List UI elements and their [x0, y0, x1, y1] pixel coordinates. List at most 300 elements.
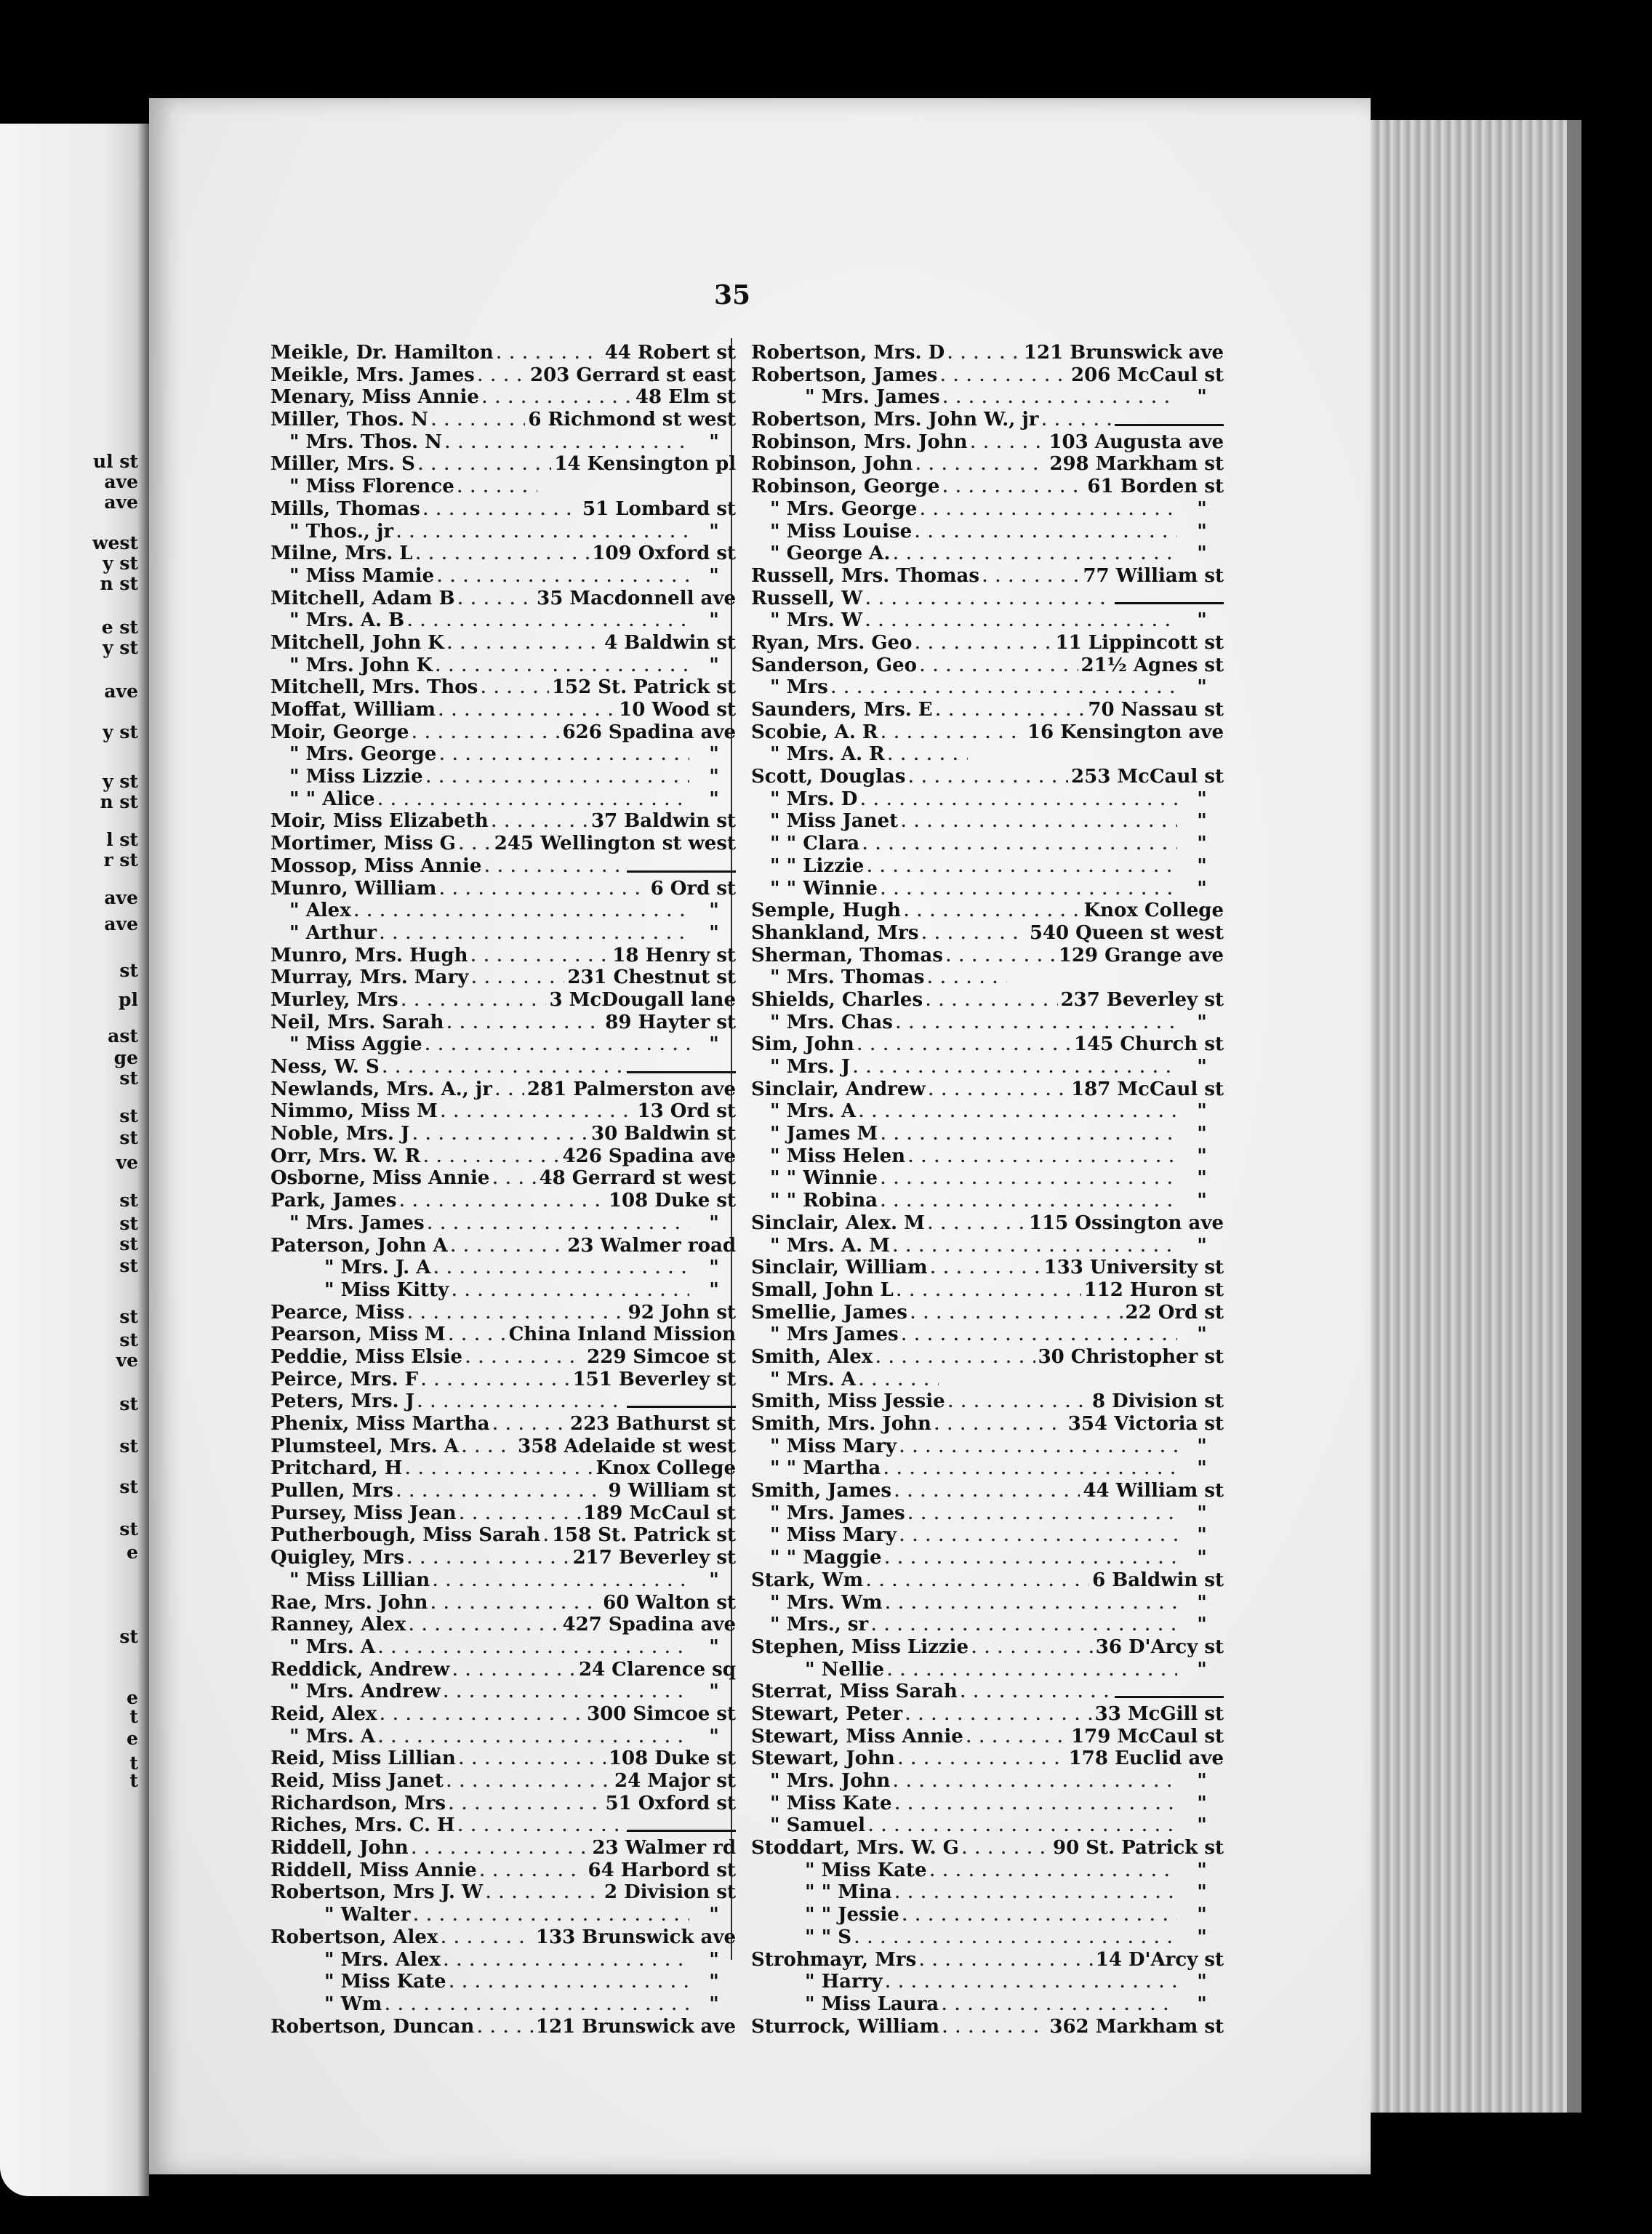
- directory-entry: [270, 1056, 736, 1078]
- leader-dots: [460, 1503, 580, 1526]
- left-page-fragment: y st: [103, 553, 138, 574]
- entry-address: 24 Clarence sq: [578, 1658, 736, 1681]
- left-page-fragment: y st: [103, 771, 138, 792]
- entry-name: Moffat, William: [270, 699, 436, 721]
- entry-name: " Alex: [289, 900, 351, 922]
- entry-name: Russell, W: [751, 587, 863, 609]
- entry-name: " Mrs. George: [289, 743, 437, 766]
- directory-entry: [270, 766, 736, 788]
- entry-name: Peirce, Mrs. F: [270, 1368, 419, 1390]
- left-page-fragment: st: [119, 1105, 138, 1126]
- directory-entry: [751, 1793, 1224, 1815]
- directory-entry: [751, 386, 1224, 409]
- entry-name: Pullen, Mrs: [270, 1480, 393, 1502]
- directory-entry: [270, 1726, 736, 1748]
- entry-name: " Nellie: [805, 1658, 885, 1681]
- entry-address: ": [1197, 877, 1207, 900]
- leader-dots: [905, 1704, 1092, 1726]
- directory-entry: [270, 1480, 736, 1502]
- entry-name: Pritchard, H: [270, 1457, 403, 1480]
- entry-name: Stewart, John: [751, 1747, 895, 1770]
- left-page-fragment: t: [129, 1753, 138, 1774]
- directory-entry: [270, 588, 736, 610]
- directory-entry: [751, 342, 1224, 364]
- entry-address: ": [709, 1948, 719, 1971]
- leader-dots: [920, 655, 1078, 678]
- directory-entry: [751, 1100, 1224, 1123]
- directory-entry: [270, 1681, 736, 1703]
- entry-address: 108 Duke st: [608, 1747, 736, 1770]
- entry-address: 14 Kensington pl: [554, 453, 736, 476]
- leader-dots: [449, 1324, 506, 1347]
- leader-dots: [934, 1414, 1065, 1436]
- entry-address: ": [1197, 386, 1207, 409]
- entry-address: 115 Ossington ave: [1028, 1212, 1224, 1234]
- leader-dots: [465, 1347, 584, 1369]
- left-page-fragment: e st: [101, 617, 138, 638]
- left-page-fragment: ul st: [93, 451, 138, 472]
- entry-address: 11 Lippincott st: [1055, 631, 1224, 654]
- entry-address: ": [709, 743, 719, 766]
- entry-address: ": [1197, 1502, 1207, 1524]
- directory-entry: [751, 878, 1224, 900]
- leader-dots: [380, 923, 689, 945]
- entry-name: Rae, Mrs. John: [270, 1591, 428, 1614]
- leader-dots: [894, 1481, 1080, 1503]
- entry-name: Paterson, John A: [270, 1234, 448, 1257]
- directory-entry: [270, 1457, 736, 1480]
- directory-entry: [751, 1413, 1224, 1436]
- entry-name: " " S: [805, 1926, 851, 1948]
- leader-dots: [927, 967, 1007, 990]
- leader-dots: [405, 1458, 593, 1481]
- entry-name: " James M: [770, 1123, 878, 1145]
- directory-entry: [751, 855, 1224, 878]
- entry-name: Robertson, Mrs. John W., jr: [751, 409, 1039, 431]
- entry-address: 36 D'Arcy st: [1095, 1636, 1224, 1658]
- directory-entry: [751, 1881, 1224, 1904]
- entry-address: 245 Wellington st west: [494, 833, 736, 855]
- entry-address: ": [709, 1212, 719, 1234]
- entry-address: 206 McCaul st: [1071, 364, 1224, 386]
- leader-dots: [948, 1391, 1089, 1414]
- left-page-fragment: ave: [104, 681, 138, 702]
- leader-dots: [946, 945, 1056, 968]
- leader-dots: [971, 432, 1046, 455]
- entry-name: " Mrs. James: [805, 386, 940, 409]
- entry-name: " " Winnie: [770, 877, 878, 900]
- entry-address: ": [709, 1569, 719, 1591]
- entry-name: Reddick, Andrew: [270, 1658, 450, 1681]
- entry-name: Ness, W. S: [270, 1056, 380, 1078]
- entry-address: ": [1197, 788, 1207, 810]
- entry-name: " Miss Mary: [770, 1435, 897, 1457]
- entry-address: 121 Brunswick ave: [535, 2015, 736, 2038]
- directory-entry: [270, 922, 736, 945]
- leader-dots: [484, 856, 624, 878]
- leader-dots: [853, 1057, 1177, 1079]
- directory-entry: [270, 743, 736, 766]
- entry-name: Sterrat, Miss Sarah: [751, 1681, 958, 1703]
- entry-name: " Miss Mamie: [289, 564, 435, 587]
- left-page-fragment: ge: [113, 1047, 138, 1068]
- entry-name: " Mrs: [770, 676, 828, 699]
- leader-dots: [886, 1971, 1177, 1994]
- directory-entry: [751, 922, 1224, 945]
- directory-entry: [270, 1436, 736, 1458]
- entry-name: Robertson, Duncan: [270, 2015, 475, 2038]
- leader-dots: [439, 878, 647, 901]
- directory-entry: [270, 855, 736, 878]
- entry-name: Robertson, James: [751, 364, 938, 386]
- directory-entry: [270, 498, 736, 521]
- entry-address: ": [1197, 1011, 1207, 1033]
- entry-address: ": [1197, 1234, 1207, 1257]
- leader-dots: [928, 1213, 1026, 1236]
- entry-address: 77 William st: [1083, 564, 1224, 587]
- leader-dots: [926, 990, 1057, 1012]
- entry-address: ": [1197, 1881, 1207, 1904]
- entry-address: 223 Bathurst st: [569, 1413, 736, 1435]
- directory-entry: [751, 900, 1224, 922]
- directory-entry: [270, 1524, 736, 1547]
- leader-dots: [459, 833, 492, 856]
- leader-dots: [396, 1481, 606, 1503]
- entry-address: 189 McCaul st: [583, 1502, 736, 1524]
- directory-entry: [270, 1257, 736, 1279]
- entry-name: Pursey, Miss Jean: [270, 1502, 457, 1524]
- entry-address: 44 William st: [1083, 1480, 1224, 1502]
- entry-address: 24 Major st: [614, 1770, 736, 1792]
- leader-dots: [459, 1748, 606, 1771]
- directory-entry: [751, 1324, 1224, 1346]
- directory-entry: [751, 453, 1224, 476]
- directory-entry: [270, 409, 736, 431]
- directory-entry: [751, 1993, 1224, 2016]
- directory-entry: [751, 1190, 1224, 1212]
- entry-address: ": [1197, 609, 1207, 632]
- entry-name: " Samuel: [770, 1814, 866, 1837]
- leader-dots: [902, 1905, 1177, 1927]
- entry-name: " Mrs. J. A: [324, 1257, 431, 1279]
- directory-entry: [270, 1859, 736, 1882]
- leader-dots: [865, 588, 1112, 611]
- directory-entry: [270, 833, 736, 855]
- left-page-fragment: st: [119, 1306, 138, 1327]
- leader-dots: [886, 1593, 1177, 1615]
- directory-entry: [751, 498, 1224, 521]
- leader-dots: [423, 499, 580, 521]
- directory-entry: [751, 1457, 1224, 1480]
- directory-entry: [751, 1524, 1224, 1547]
- entry-name: Robertson, Mrs J. W: [270, 1881, 484, 1904]
- entry-address: 30 Baldwin st: [591, 1123, 736, 1145]
- entry-address: [627, 860, 736, 873]
- entry-address: Knox College: [596, 1457, 736, 1480]
- entry-name: Ryan, Mrs. Geo: [751, 631, 913, 654]
- entry-name: " Miss Kate: [770, 1792, 892, 1814]
- entry-name: Pearson, Miss M: [270, 1324, 446, 1346]
- leader-dots: [930, 1860, 1177, 1883]
- entry-address: [1115, 414, 1224, 426]
- leader-dots: [1042, 409, 1112, 432]
- entry-address: ": [709, 1033, 719, 1056]
- leader-dots: [425, 1034, 689, 1057]
- entry-address: ": [1197, 854, 1207, 877]
- entry-address: 33 McGill st: [1094, 1702, 1224, 1725]
- entry-address: ": [709, 609, 719, 632]
- leader-dots: [471, 945, 610, 968]
- entry-address: ": [1197, 833, 1207, 855]
- directory-entry: [270, 1502, 736, 1525]
- entry-address: ": [709, 1681, 719, 1703]
- leader-dots: [458, 588, 534, 611]
- entry-name: Quigley, Mrs: [270, 1547, 404, 1569]
- entry-address: 237 Beverley st: [1060, 988, 1224, 1011]
- leader-dots: [436, 655, 689, 678]
- leader-dots: [449, 1971, 689, 1994]
- leader-dots: [462, 1436, 515, 1459]
- entry-name: " Harry: [805, 1971, 883, 1993]
- directory-entry: [270, 1636, 736, 1659]
- entry-name: Scott, Douglas: [751, 766, 906, 788]
- leader-dots: [452, 1280, 689, 1302]
- leader-dots: [441, 1927, 532, 1950]
- directory-entry: [270, 1747, 736, 1770]
- directory-entry: [270, 1100, 736, 1123]
- leader-dots: [865, 610, 1177, 633]
- entry-name: Orr, Mrs. W. R: [270, 1145, 421, 1167]
- leader-dots: [919, 1950, 1093, 1972]
- leader-dots: [881, 1124, 1177, 1146]
- entry-address: ": [709, 766, 719, 788]
- directory-entry: [270, 676, 736, 699]
- entry-name: " Mrs. A: [770, 1368, 856, 1390]
- entry-name: Miller, Mrs. S: [270, 453, 415, 476]
- entry-address: 300 Simcoe st: [587, 1702, 736, 1725]
- entry-address: [1115, 1686, 1224, 1698]
- leader-dots: [854, 1927, 1177, 1950]
- left-page-fragment: r st: [103, 849, 138, 870]
- entry-address: ": [709, 1257, 719, 1279]
- directory-entry: [751, 1614, 1224, 1636]
- directory-entry: [751, 1012, 1224, 1034]
- entry-name: " Miss Aggie: [289, 1033, 422, 1056]
- entry-address: 51 Lombard st: [582, 497, 736, 520]
- entry-name: Scobie, A. R: [751, 721, 878, 743]
- entry-address: 60 Walton st: [603, 1591, 736, 1614]
- entry-address: 16 Kensington ave: [1027, 721, 1224, 743]
- entry-name: Pearce, Miss: [270, 1301, 405, 1324]
- directory-entry: [751, 1814, 1224, 1837]
- leader-dots: [942, 2017, 1046, 2039]
- entry-name: " Mrs. Thos. N: [289, 431, 442, 453]
- entry-name: Sinclair, William: [751, 1257, 928, 1279]
- entry-address: 427 Spadina ave: [562, 1614, 736, 1636]
- entry-address: ": [709, 900, 719, 922]
- entry-name: Newlands, Mrs. A., jr: [270, 1078, 492, 1100]
- entry-name: Stephen, Miss Lizzie: [751, 1636, 969, 1658]
- right-column: [751, 342, 1224, 2038]
- leader-dots: [942, 1994, 1177, 2017]
- entry-address: 6 Ord st: [650, 877, 736, 900]
- directory-entry: [270, 1212, 736, 1235]
- leader-dots: [414, 1905, 689, 1927]
- directory-entry: [751, 1703, 1224, 1726]
- left-page-fragment: st: [119, 1233, 138, 1254]
- leader-dots: [407, 1548, 570, 1570]
- entry-name: " " Martha: [770, 1457, 881, 1480]
- directory-entry: [751, 1390, 1224, 1413]
- entry-address: 2 Division st: [604, 1881, 736, 1904]
- entry-address: 158 St. Patrick st: [551, 1524, 736, 1547]
- directory-entry: [751, 1904, 1224, 1926]
- entry-name: Smith, Miss Jessie: [751, 1390, 945, 1413]
- leader-dots: [908, 766, 1068, 789]
- directory-entry: [270, 521, 736, 543]
- entry-address: 217 Beverley st: [572, 1547, 736, 1569]
- leader-dots: [901, 811, 1177, 833]
- leader-dots: [495, 1079, 524, 1102]
- leader-dots: [407, 1302, 625, 1325]
- directory-entry: [270, 1949, 736, 1971]
- entry-name: " Mrs. A: [289, 1725, 375, 1747]
- entry-address: 23 Walmer road: [567, 1234, 736, 1257]
- leader-dots: [895, 1793, 1177, 1816]
- entry-address: ": [709, 654, 719, 676]
- entry-name: " Mrs. John: [770, 1770, 891, 1792]
- directory-entry: [751, 1257, 1224, 1279]
- entry-address: ": [709, 1725, 719, 1747]
- directory-entry: [270, 1279, 736, 1302]
- directory-entry: [751, 1926, 1224, 1949]
- directory-entry: [751, 1949, 1224, 1971]
- entry-name: " Miss Helen: [770, 1145, 906, 1167]
- directory-entry: [270, 1926, 736, 1949]
- entry-address: China Inland Mission: [508, 1324, 736, 1346]
- entry-address: 37 Baldwin st: [591, 810, 736, 833]
- left-page-fragment: ve: [116, 1152, 138, 1173]
- directory-entry: [751, 1235, 1224, 1257]
- left-page-fragment: st: [119, 960, 138, 981]
- entry-name: Miller, Thos. N: [270, 409, 428, 431]
- entry-address: ": [1197, 1792, 1207, 1814]
- entry-name: Mossop, Miss Annie: [270, 854, 482, 877]
- directory-entry: [270, 1078, 736, 1101]
- entry-name: " " Jessie: [805, 1904, 899, 1926]
- leader-dots: [418, 454, 551, 476]
- leader-dots: [893, 1771, 1177, 1793]
- entry-address: Knox College: [1083, 900, 1224, 922]
- entry-name: Murray, Mrs. Mary: [270, 966, 469, 989]
- entry-address: 298 Markham st: [1049, 453, 1224, 476]
- book-cover-edge: [1567, 120, 1581, 2113]
- directory-entry: [270, 1659, 736, 1681]
- leader-dots: [915, 454, 1046, 476]
- entry-address: 151 Beverley st: [572, 1368, 736, 1390]
- leader-dots: [416, 543, 590, 566]
- entry-address: ": [1197, 1435, 1207, 1457]
- entry-address: ": [709, 788, 719, 810]
- entry-name: Smellie, James: [751, 1301, 907, 1324]
- leader-dots: [904, 900, 1080, 923]
- entry-address: 145 Church st: [1074, 1033, 1224, 1056]
- leader-dots: [378, 789, 690, 812]
- page-number: 35: [714, 280, 751, 311]
- entry-name: Ranney, Alex: [270, 1614, 406, 1636]
- entry-name: Murley, Mrs: [270, 988, 398, 1011]
- directory-entry: [270, 945, 736, 967]
- leader-dots: [437, 566, 689, 588]
- directory-entry: [751, 2016, 1224, 2038]
- entry-address: 626 Spadina ave: [562, 721, 736, 743]
- leader-dots: [457, 476, 537, 499]
- leader-dots: [920, 499, 1177, 521]
- entry-address: 4 Baldwin st: [604, 631, 736, 654]
- entry-name: " " Robina: [770, 1190, 878, 1212]
- leader-dots: [940, 365, 1068, 388]
- entry-name: " Mrs. James: [289, 1212, 425, 1234]
- entry-name: Stewart, Peter: [751, 1702, 903, 1725]
- entry-address: 9 William st: [608, 1480, 736, 1502]
- leader-dots: [444, 1681, 689, 1704]
- leader-dots: [898, 1748, 1066, 1771]
- entry-name: Sanderson, Geo: [751, 654, 918, 676]
- entry-address: ": [1197, 1770, 1207, 1792]
- entry-name: Stewart, Miss Annie: [751, 1725, 963, 1747]
- entry-name: Milne, Mrs. L: [270, 543, 413, 565]
- entry-address: 51 Oxford st: [605, 1792, 736, 1814]
- directory-entry: [751, 409, 1224, 431]
- directory-entry: [751, 721, 1224, 744]
- leader-dots: [382, 1057, 624, 1079]
- entry-name: Semple, Hugh: [751, 900, 902, 922]
- entry-address: 152 St. Patrick st: [551, 676, 736, 699]
- entry-address: 6 Baldwin st: [1092, 1569, 1224, 1591]
- entry-name: Small, John L: [751, 1278, 894, 1301]
- entry-address: 108 Duke st: [608, 1190, 736, 1212]
- leader-dots: [433, 1570, 689, 1593]
- leader-dots: [478, 365, 527, 388]
- entry-name: Riddell, John: [270, 1837, 409, 1859]
- entry-name: " Thos., jr: [289, 520, 394, 543]
- entry-name: Munro, Mrs. Hugh: [270, 944, 468, 966]
- leader-dots: [412, 722, 559, 745]
- leader-dots: [412, 1838, 590, 1860]
- leader-dots: [908, 1503, 1177, 1526]
- entry-name: " Mrs. Thomas: [770, 966, 925, 989]
- leader-dots: [446, 1771, 612, 1793]
- left-page-fragment: e: [127, 1728, 138, 1749]
- leader-dots: [431, 409, 525, 432]
- left-page-fragment: ave: [104, 887, 138, 908]
- entry-name: " Walter: [324, 1904, 411, 1926]
- entry-name: " " Mina: [805, 1881, 892, 1904]
- entry-name: Park, James: [270, 1190, 397, 1212]
- entry-address: ": [709, 1278, 719, 1301]
- directory-entry: [270, 1592, 736, 1614]
- entry-address: ": [1197, 1457, 1207, 1480]
- directory-entry: [270, 1770, 736, 1793]
- directory-entry: [270, 900, 736, 922]
- directory-entry: [270, 699, 736, 721]
- leader-dots: [831, 677, 1177, 700]
- entry-address: ": [709, 1904, 719, 1926]
- entry-name: " Mrs. A. M: [770, 1234, 890, 1257]
- entry-address: [1115, 592, 1224, 604]
- leader-dots: [982, 566, 1080, 588]
- directory-entry: [270, 1793, 736, 1815]
